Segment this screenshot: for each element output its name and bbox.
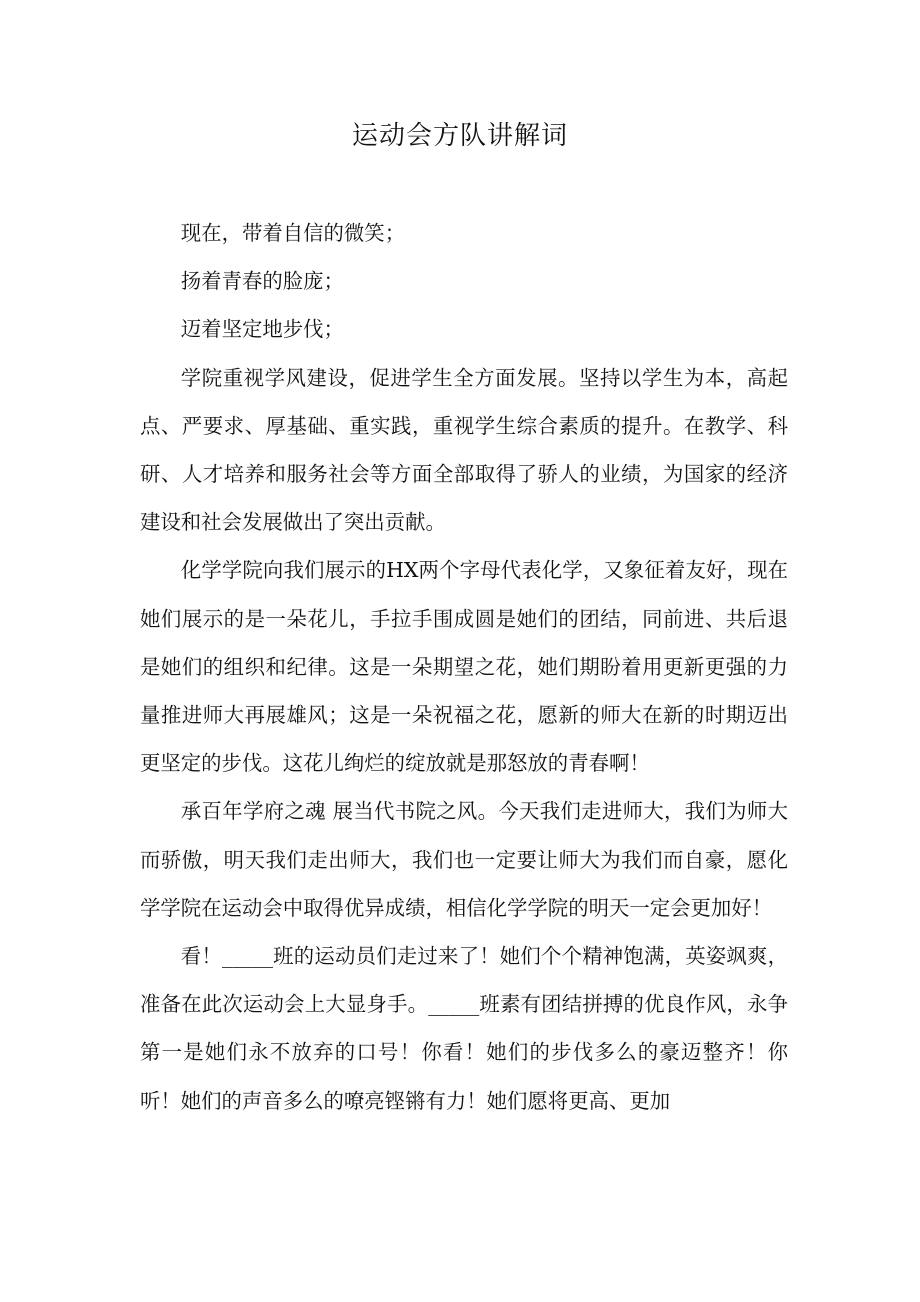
paragraph: 学院重视学风建设，促进学生全方面发展。坚持以学生为本，高起点、严要求、厚基础、重实践，重视学生综合素质的提升。在教学、科研、人才培养和服务社会等方面全部取得了骄人的业绩，为国家的经济建设和社会发展做出了突出贡献。 [140,365,788,535]
paragraph: 迈着坚定地步伐； [180,317,344,342]
document-title: 运动会方队讲解词 [351,121,568,151]
paragraph: 现在，带着自信的微笑； [180,221,406,245]
paragraph: 看！_____班的运动员们走过来了！她们个个精神饱满，英姿飒爽，准备在此次运动会上大显身手。_____班素有团结拼搏的优良作风，永争第一是她们永不放弃的口号！你看！她们的步伐多么的豪迈整齐！你听！她们的声音多么的嘹亮铿锵有力！她们愿将更高、更加 [140,944,788,1113]
paragraph: 扬着青春的脸庞； [180,269,344,294]
paragraph: 化学学院向我们展示的HX两个字母代表化学，又象征着友好，现在她们展示的是一朵花儿，手拉手围成圆是她们的团结，同前进、共后退是她们的组织和纪律。这是一朵期望之花，她们期盼着用更新更强的力量推进师大再展雄风；这是一朵祝福之花，愿新的师大在新的时期迈出更坚定的步伐。这花儿绚烂的绽放就是那怒放的青春啊！ [140,558,788,776]
document-body [140,209,788,1125]
paragraph: 承百年学府之魂 展当代书院之风。今天我们走进师大，我们为师大而骄傲，明天我们走出师大，我们也一定要让师大为我们而自豪，愿化学学院在运动会中取得优异成绩，相信化学学院的明天一定会更加好！ [140,799,788,920]
